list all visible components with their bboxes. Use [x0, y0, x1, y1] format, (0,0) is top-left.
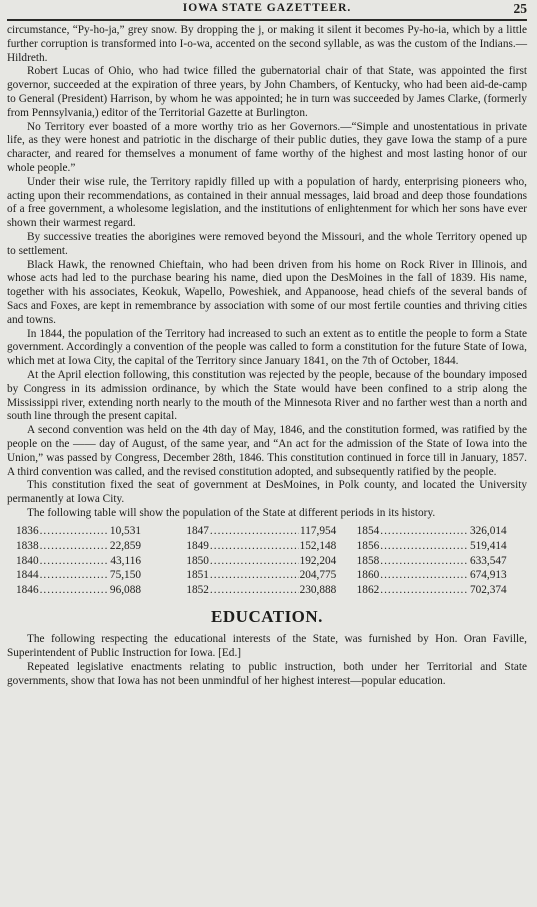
body-text [7, 24, 527, 521]
year-cell: 1850 [186, 554, 209, 567]
leader-dots [380, 554, 469, 569]
population-row [16, 583, 141, 598]
header-rule [7, 19, 527, 21]
population-row [357, 554, 507, 569]
education-heading: EDUCATION. [211, 607, 323, 627]
year-cell: 1862 [356, 584, 380, 597]
population-row [357, 583, 507, 598]
population-cell: 326,014 [469, 524, 507, 537]
population-cell: 117,954 [300, 524, 337, 537]
leader-dots [210, 583, 299, 598]
population-row [16, 539, 141, 554]
population-cell: 75,150 [109, 569, 141, 582]
population-column [186, 524, 356, 599]
paragraph: No Territory ever boasted of a more worthy trio as her Governors.—“Simple and unostentatious in private life, as they were honest and patriotic in the discharge of their public duties, they gave Iowa the stamp of a pure character, and reared for themselves a monument of fame worthy of the highest and most lasting honor of our whole people.” [7, 120, 527, 174]
leader-dots [40, 583, 109, 598]
population-row [186, 539, 336, 554]
paragraph: By successive treaties the aborigines were removed beyond the Missouri, and the whole Territory opened up to settlement. [7, 230, 527, 257]
paragraph: Repeated legislative enactments relating to public instruction, both under her Territorial and State governments, show that Iowa has not been unmindful of her highest interest—popular education. [7, 660, 527, 687]
running-head [7, 1, 527, 15]
population-cell: 702,374 [469, 584, 507, 597]
year-cell: 1856 [356, 539, 380, 552]
leader-dots [210, 554, 299, 569]
paragraph: The following table will show the population of the State at different periods in its history. [27, 506, 436, 519]
population-cell: 204,775 [299, 569, 337, 582]
paragraph: The following respecting the educational interests of the State, was furnished by Hon. Oran Faville, Superintendent of Public Instruction for Iowa. [Ed.] [7, 633, 527, 660]
population-row [186, 524, 336, 539]
leader-dots [210, 568, 299, 583]
population-row [16, 554, 141, 569]
leader-dots [40, 539, 109, 554]
population-row [186, 554, 336, 569]
page-number: 25 [513, 1, 527, 16]
leader-dots [210, 524, 299, 539]
paragraph: This constitution fixed the seat of government at DesMoines, in Polk county, and located the University permanently at Iowa City. [7, 479, 527, 506]
leader-dots [40, 524, 109, 539]
leader-dots [380, 539, 469, 554]
year-cell: 1844 [16, 569, 39, 582]
paragraph: Robert Lucas of Ohio, who had twice filled the gubernatorial chair of that State, was appointed the first governor, succeeded at the expiration of three years, by John Chambers, of Kentucky, who had been aid-de-camp to General (President) Harrison, by whom he was appointed; he in turn was succeeded by James Clarke, (formerly from Pennsylvania,) editor of the Territorial Gazette at Burlington. [7, 65, 527, 119]
year-cell: 1838 [16, 539, 39, 552]
population-row [357, 524, 507, 539]
paragraph: circumstance, “Py-ho-ja,” grey snow. By dropping the j, or making it silent it becomes Py-ho-ia, which by a little further corruption is transformed into I-o-wa, accented on the second syllable, as was the custom of the Indians.—Hildreth. [7, 24, 527, 64]
population-cell: 192,204 [299, 554, 337, 567]
population-cell: 519,414 [469, 539, 507, 552]
running-title: IOWA STATE GAZETTEER. [182, 2, 352, 14]
population-cell: 152,148 [299, 539, 337, 552]
year-cell: 1860 [356, 569, 380, 582]
year-cell: 1846 [16, 584, 39, 597]
population-row [186, 568, 336, 583]
population-cell: 43,116 [110, 554, 141, 567]
population-row [357, 539, 507, 554]
population-cell: 22,859 [109, 539, 141, 552]
year-cell: 1847 [186, 524, 209, 537]
population-row [186, 583, 336, 598]
year-cell: 1852 [186, 584, 209, 597]
population-table [16, 524, 527, 599]
leader-dots [380, 568, 469, 583]
paragraph: At the April election following, this constitution was rejected by the people, because of the boundary imposed by Congress in its admission ordinance, by which the State would have been confined to a strip along the Mississippi river, extending north nearly to the mouth of the Minnesota River and no farther west than a north and south line through the present capital. [7, 368, 527, 423]
paragraph: A second convention was held on the 4th day of May, 1846, and the constitution formed, was ratified by the people on the —— day of August, of the same year, and “An act for the admission of the State of Iowa into the Union,” was passed by Congress, December 28th, 1846. This constitution continued in force till in January, 1857. A third convention was called, and the revised constitution adopted, and subsequently ratified by the people. [7, 424, 527, 478]
population-cell: 96,088 [109, 584, 141, 597]
leader-dots [210, 539, 299, 554]
year-cell: 1849 [186, 539, 209, 552]
leader-dots [40, 568, 109, 583]
paragraph: In 1844, the population of the Territory had increased to such an extent as to entitle the people to form a State government. Accordingly a convention of the people was called to form a constitution for the future State of Iowa, which met at Iowa City, the capital of the Territory since January 1841, on the 7th of October, 1844. [7, 327, 527, 368]
population-row [357, 568, 507, 583]
year-cell: 1854 [356, 524, 380, 537]
population-cell: 10,531 [109, 524, 141, 537]
leader-dots [380, 583, 469, 598]
population-column [357, 524, 527, 599]
population-row [16, 524, 141, 539]
population-cell: 674,913 [469, 569, 507, 582]
paragraph: Under their wise rule, the Territory rapidly filled up with a population of hardy, enterprising pioneers who, acting upon their recommendations, as contained in their annual messages, laid broad and deep those foundations of a free government, a wholesome legislation, and the institutions of enlightenment for which her sons have ever shown their warmest regard. [7, 175, 527, 230]
year-cell: 1836 [16, 524, 39, 537]
education-text [7, 633, 527, 688]
year-cell: 1858 [356, 554, 380, 567]
year-cell: 1851 [186, 569, 209, 582]
leader-dots [40, 554, 110, 569]
population-cell: 633,547 [469, 554, 507, 567]
document-page [0, 1, 537, 907]
population-column [16, 524, 186, 599]
population-cell: 230,888 [299, 584, 337, 597]
population-row [16, 568, 141, 583]
year-cell: 1840 [16, 554, 39, 567]
paragraph: Black Hawk, the renowned Chieftain, who had been driven from his home on Rock River in Illinois, and whose acts had led to the purchase bearing his name, died upon the DesMoines in the fall of 1839. His name, together with his associates, Keokuk, Wapello, Poweshiek, and Appanoose, head chiefs of the several bands of Sacs and Foxes, are kept in remembrance by association with some of our most fertile counties and thriving cities and towns. [7, 258, 527, 326]
leader-dots [380, 524, 469, 539]
